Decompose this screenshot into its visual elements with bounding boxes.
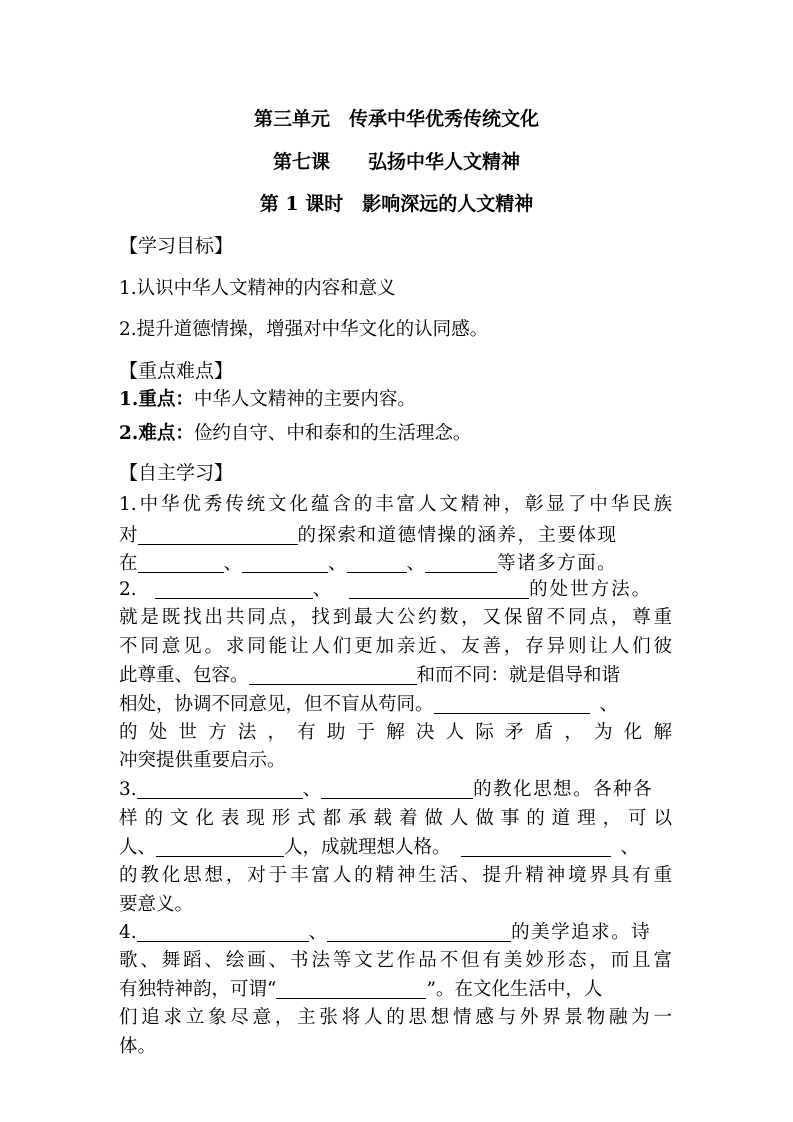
q1-line-3 <box>119 549 617 575</box>
q1-text-b: 的探索和道德情操的涵养，主要体现 <box>297 525 618 546</box>
answer-blank[interactable] <box>461 836 611 857</box>
objective-item-1: 1.认识中华人文精神的内容和意义 <box>119 278 396 299</box>
separator: 、 <box>312 579 332 600</box>
q2-line-3: 不同意见。求同能让人们更加亲近、友善，存异则让人们彼 <box>119 636 672 657</box>
q1-text-a: 对 <box>119 525 138 546</box>
q1-line-2 <box>119 521 618 547</box>
separator: 、 <box>328 553 347 574</box>
q2-line-7: 冲突提供重要启示。 <box>119 750 286 771</box>
q4-line-3 <box>119 975 602 1001</box>
key-point-line <box>119 385 416 411</box>
q4-line-4: 们追求立象尽意，主张将人的思想情感与外界景物融为一 <box>119 1007 672 1028</box>
objective-item-2: 2.提升道德情操，增强对中华文化的认同感。 <box>119 319 489 340</box>
q3-line-4: 的教化思想，对于丰富人的精神生活、提升精神境界具有重 <box>119 865 672 886</box>
self-study-header: 【自主学习】 <box>119 462 234 484</box>
q2-text-b: 此尊重、包容。 <box>119 665 249 686</box>
separator: 、 <box>620 837 640 858</box>
q4-line-1 <box>119 918 651 944</box>
q2-line-5 <box>119 690 618 716</box>
key-point-text: 中华人文精神的主要内容。 <box>193 389 416 410</box>
q3-line-2: 样的文化表现形式都承载着做人做事的道理，可以 <box>119 808 672 829</box>
difficulty-label: 2.难点： <box>119 423 194 444</box>
lesson-title: 第七课 弘扬中华人文精神 <box>272 151 520 173</box>
q3-text-b: 人、 <box>119 837 157 858</box>
q4-text-a: 的美学追求。诗 <box>511 922 652 943</box>
q2-text-c: 和而不同：就是倡导和谐 <box>416 665 621 686</box>
key-point-label: 1.重点： <box>119 389 194 410</box>
answer-blank[interactable] <box>276 978 426 999</box>
q3-text-a: 的教化思想。各种各 <box>473 779 654 800</box>
separator: 、 <box>223 553 243 574</box>
answer-blank[interactable] <box>327 921 511 942</box>
q2-text-a: 的处世方法。 <box>529 579 653 600</box>
q3-line-5: 要意义。 <box>119 894 194 915</box>
q1-text-d: 等诸多方面。 <box>497 553 618 574</box>
difficulty-text: 俭约自守、中和泰和的生活理念。 <box>193 423 472 444</box>
q4-line-2: 歌、舞蹈、绘画、书法等文艺作品不但有美妙形态，而且富 <box>119 950 672 971</box>
answer-blank[interactable] <box>137 778 303 799</box>
answer-blank[interactable] <box>138 552 224 573</box>
key-points-header: 【重点难点】 <box>119 360 234 382</box>
answer-blank[interactable] <box>156 836 284 857</box>
q1-line-1: 1.中华优秀传统文化蕴含的丰富人文精神，彰显了中华民族 <box>119 494 672 515</box>
separator: 、 <box>406 553 426 574</box>
q2-line-1 <box>119 575 652 601</box>
separator: 、 <box>308 922 328 943</box>
separator: 、 <box>302 779 322 800</box>
separator: 、 <box>599 694 619 715</box>
difficulty-line <box>119 419 471 445</box>
answer-blank[interactable] <box>425 552 497 573</box>
q4-number: 4. <box>119 922 137 943</box>
answer-blank[interactable] <box>434 693 590 714</box>
answer-blank[interactable] <box>155 578 313 599</box>
answer-blank[interactable] <box>347 552 407 573</box>
answer-blank[interactable] <box>321 778 473 799</box>
q2-line-6: 的处世方法，有助于解决人际矛盾，为化解 <box>119 722 672 743</box>
q3-line-3 <box>119 833 639 859</box>
q4-text-b: 有独特神韵，可谓“ <box>119 979 277 1000</box>
q2-line-4 <box>119 661 620 687</box>
answer-blank[interactable] <box>349 578 529 599</box>
q4-text-c: ”。在文化生活中，人 <box>426 979 603 1000</box>
q1-text-c: 在 <box>119 553 138 574</box>
answer-blank[interactable] <box>137 921 309 942</box>
q3-text-c: 人，成就理想人格。 <box>284 837 451 858</box>
objectives-header: 【学习目标】 <box>119 235 234 257</box>
answer-blank[interactable] <box>242 552 328 573</box>
answer-blank[interactable] <box>138 524 298 545</box>
q3-number: 3. <box>119 779 137 800</box>
answer-blank[interactable] <box>249 664 417 685</box>
q3-line-1 <box>119 775 653 801</box>
unit-title: 第三单元 传承中华优秀传统文化 <box>253 108 539 130</box>
q2-text-d: 相处，协调不同意见，但不盲从苟同。 <box>119 694 434 715</box>
q4-line-5: 体。 <box>119 1036 157 1057</box>
period-title: 第 1 课时 影响深远的人文精神 <box>259 193 534 215</box>
q2-line-2: 就是既找出共同点，找到最大公约数，又保留不同点，尊重 <box>119 607 672 628</box>
q2-number: 2. <box>119 579 137 600</box>
